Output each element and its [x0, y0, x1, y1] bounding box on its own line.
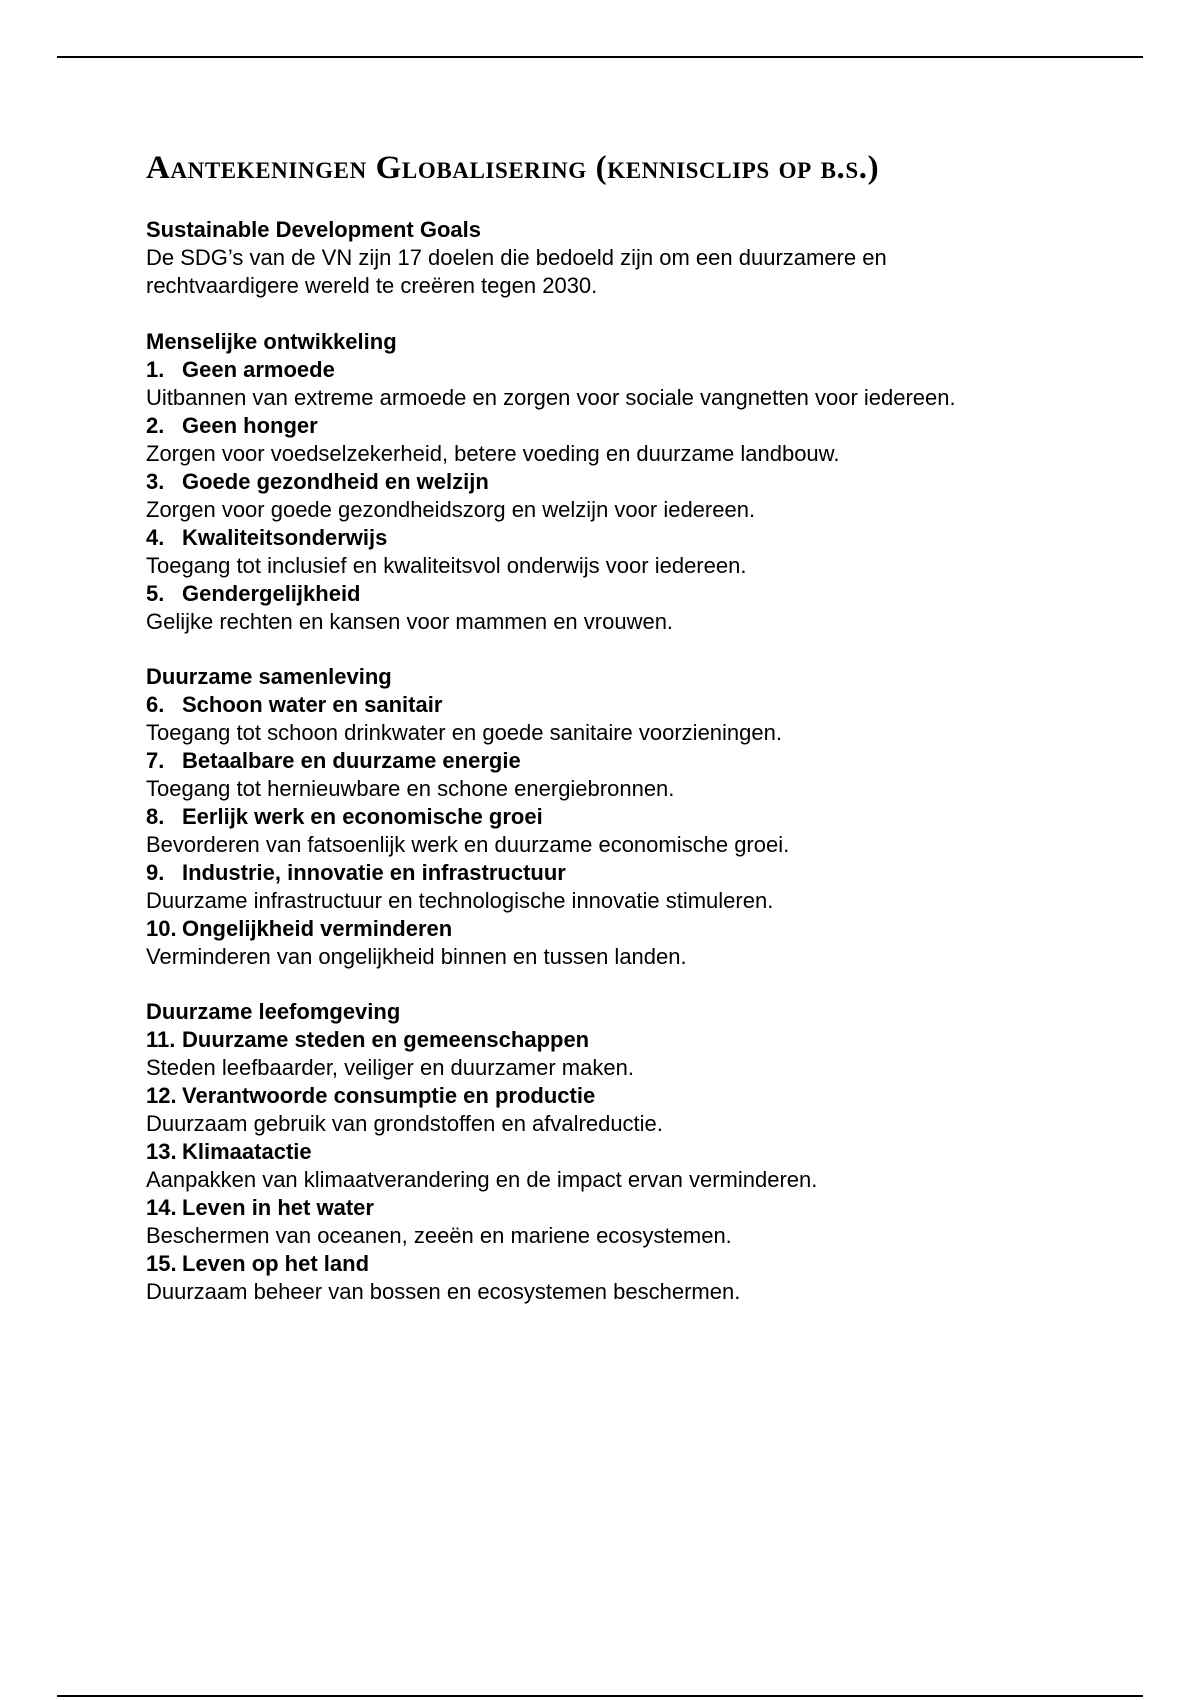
goal-description: Toegang tot hernieuwbare en schone energiebronnen.	[146, 776, 675, 801]
goal-title: Schoon water en sanitair	[182, 692, 443, 717]
goal-section	[146, 663, 1106, 971]
goal-heading	[146, 747, 1106, 775]
title-main: Aantekeningen Globalisering	[146, 150, 587, 186]
title-subtitle: (kennisclips op b.s.)	[595, 150, 880, 186]
goal-title: Betaalbare en duurzame energie	[182, 748, 521, 773]
goal-number: 7.	[146, 748, 165, 773]
section-heading: Duurzame leefomgeving	[146, 999, 401, 1024]
goal-title: Klimaatactie	[182, 1139, 312, 1164]
goal-item	[146, 580, 1106, 636]
goal-heading	[146, 1082, 1106, 1110]
goal-heading	[146, 803, 1106, 831]
goal-heading	[146, 1138, 1106, 1166]
goal-description: Duurzaam beheer van bossen en ecosystemen beschermen.	[146, 1279, 741, 1304]
goal-title: Leven in het water	[182, 1195, 374, 1220]
goal-number: 3.	[146, 469, 165, 494]
goal-title: Leven op het land	[182, 1251, 370, 1276]
goal-description: Duurzame infrastructuur en technologische innovatie stimuleren.	[146, 888, 774, 913]
goal-description: Zorgen voor voedselzekerheid, betere voeding en duurzame landbouw.	[146, 441, 840, 466]
goal-title: Goede gezondheid en welzijn	[182, 469, 489, 494]
goal-description: Duurzaam gebruik van grondstoffen en afvalreductie.	[146, 1111, 663, 1136]
goal-number: 12.	[146, 1083, 177, 1108]
goal-number: 1.	[146, 357, 165, 382]
goal-item	[146, 524, 1106, 580]
goal-title: Ongelijkheid verminderen	[182, 916, 453, 941]
goal-number: 5.	[146, 581, 165, 606]
goal-heading	[146, 356, 1106, 384]
top-rule	[57, 56, 1143, 58]
goal-heading	[146, 412, 1106, 440]
goal-number: 10.	[146, 916, 177, 941]
goal-title: Eerlijk werk en economische groei	[182, 804, 543, 829]
goal-description: Steden leefbaarder, veiliger en duurzamer maken.	[146, 1055, 634, 1080]
goal-item	[146, 1026, 1106, 1082]
goal-number: 9.	[146, 860, 165, 885]
intro-heading: Sustainable Development Goals	[146, 217, 481, 242]
goal-number: 13.	[146, 1139, 177, 1164]
goal-item	[146, 691, 1106, 747]
goal-item	[146, 1138, 1106, 1194]
bottom-rule	[57, 1695, 1143, 1697]
goal-item	[146, 468, 1106, 524]
goal-number: 11.	[146, 1027, 176, 1052]
goal-description: Gelijke rechten en kansen voor mammen en vrouwen.	[146, 609, 674, 634]
goal-heading	[146, 580, 1106, 608]
goal-title: Verantwoorde consumptie en productie	[182, 1083, 596, 1108]
section-heading: Duurzame samenleving	[146, 664, 392, 689]
goal-heading	[146, 915, 1106, 943]
goal-title: Industrie, innovatie en infrastructuur	[182, 860, 566, 885]
goal-description: Toegang tot inclusief en kwaliteitsvol onderwijs voor iedereen.	[146, 553, 747, 578]
goal-number: 2.	[146, 413, 165, 438]
goal-item	[146, 859, 1106, 915]
goal-title: Geen armoede	[182, 357, 335, 382]
goal-title: Gendergelijkheid	[182, 581, 361, 606]
goal-description: Aanpakken van klimaatverandering en de impact ervan verminderen.	[146, 1167, 818, 1192]
goal-heading	[146, 859, 1106, 887]
goal-item	[146, 412, 1106, 468]
goal-section	[146, 998, 1106, 1306]
goal-heading	[146, 524, 1106, 552]
goal-number: 6.	[146, 692, 165, 717]
goal-item	[146, 915, 1106, 971]
goal-description: Uitbannen van extreme armoede en zorgen voor sociale vangnetten voor iedereen.	[146, 385, 956, 410]
goal-title: Duurzame steden en gemeenschappen	[182, 1027, 590, 1052]
goal-item	[146, 747, 1106, 803]
goal-sections	[146, 328, 1106, 1306]
goal-heading	[146, 1250, 1106, 1278]
goal-title: Kwaliteitsonderwijs	[182, 525, 388, 550]
goal-section	[146, 328, 1106, 636]
goal-number: 14.	[146, 1195, 177, 1220]
document-body	[146, 148, 1106, 1333]
section-heading: Menselijke ontwikkeling	[146, 329, 397, 354]
goal-description: Verminderen van ongelijkheid binnen en tussen landen.	[146, 944, 687, 969]
goal-description: Bevorderen van fatsoenlijk werk en duurzame economische groei.	[146, 832, 790, 857]
goal-item	[146, 803, 1106, 859]
goal-number: 8.	[146, 804, 165, 829]
document-title	[146, 148, 1106, 188]
goal-item	[146, 1194, 1106, 1250]
goal-description: Toegang tot schoon drinkwater en goede sanitaire voorzieningen.	[146, 720, 782, 745]
goal-number: 15.	[146, 1251, 177, 1276]
goal-item	[146, 1250, 1106, 1306]
intro-text: De SDG’s van de VN zijn 17 doelen die bedoeld zijn om een duurzamere en rechtvaardigere wereld te creëren tegen 2030.	[146, 245, 887, 298]
goal-item	[146, 1082, 1106, 1138]
goal-heading	[146, 1026, 1106, 1054]
goal-number: 4.	[146, 525, 165, 550]
goal-heading	[146, 1194, 1106, 1222]
goal-description: Zorgen voor goede gezondheidszorg en welzijn voor iedereen.	[146, 497, 756, 522]
goal-heading	[146, 691, 1106, 719]
goal-heading	[146, 468, 1106, 496]
goal-title: Geen honger	[182, 413, 318, 438]
goal-item	[146, 356, 1106, 412]
goal-description: Beschermen van oceanen, zeeën en mariene ecosystemen.	[146, 1223, 732, 1248]
